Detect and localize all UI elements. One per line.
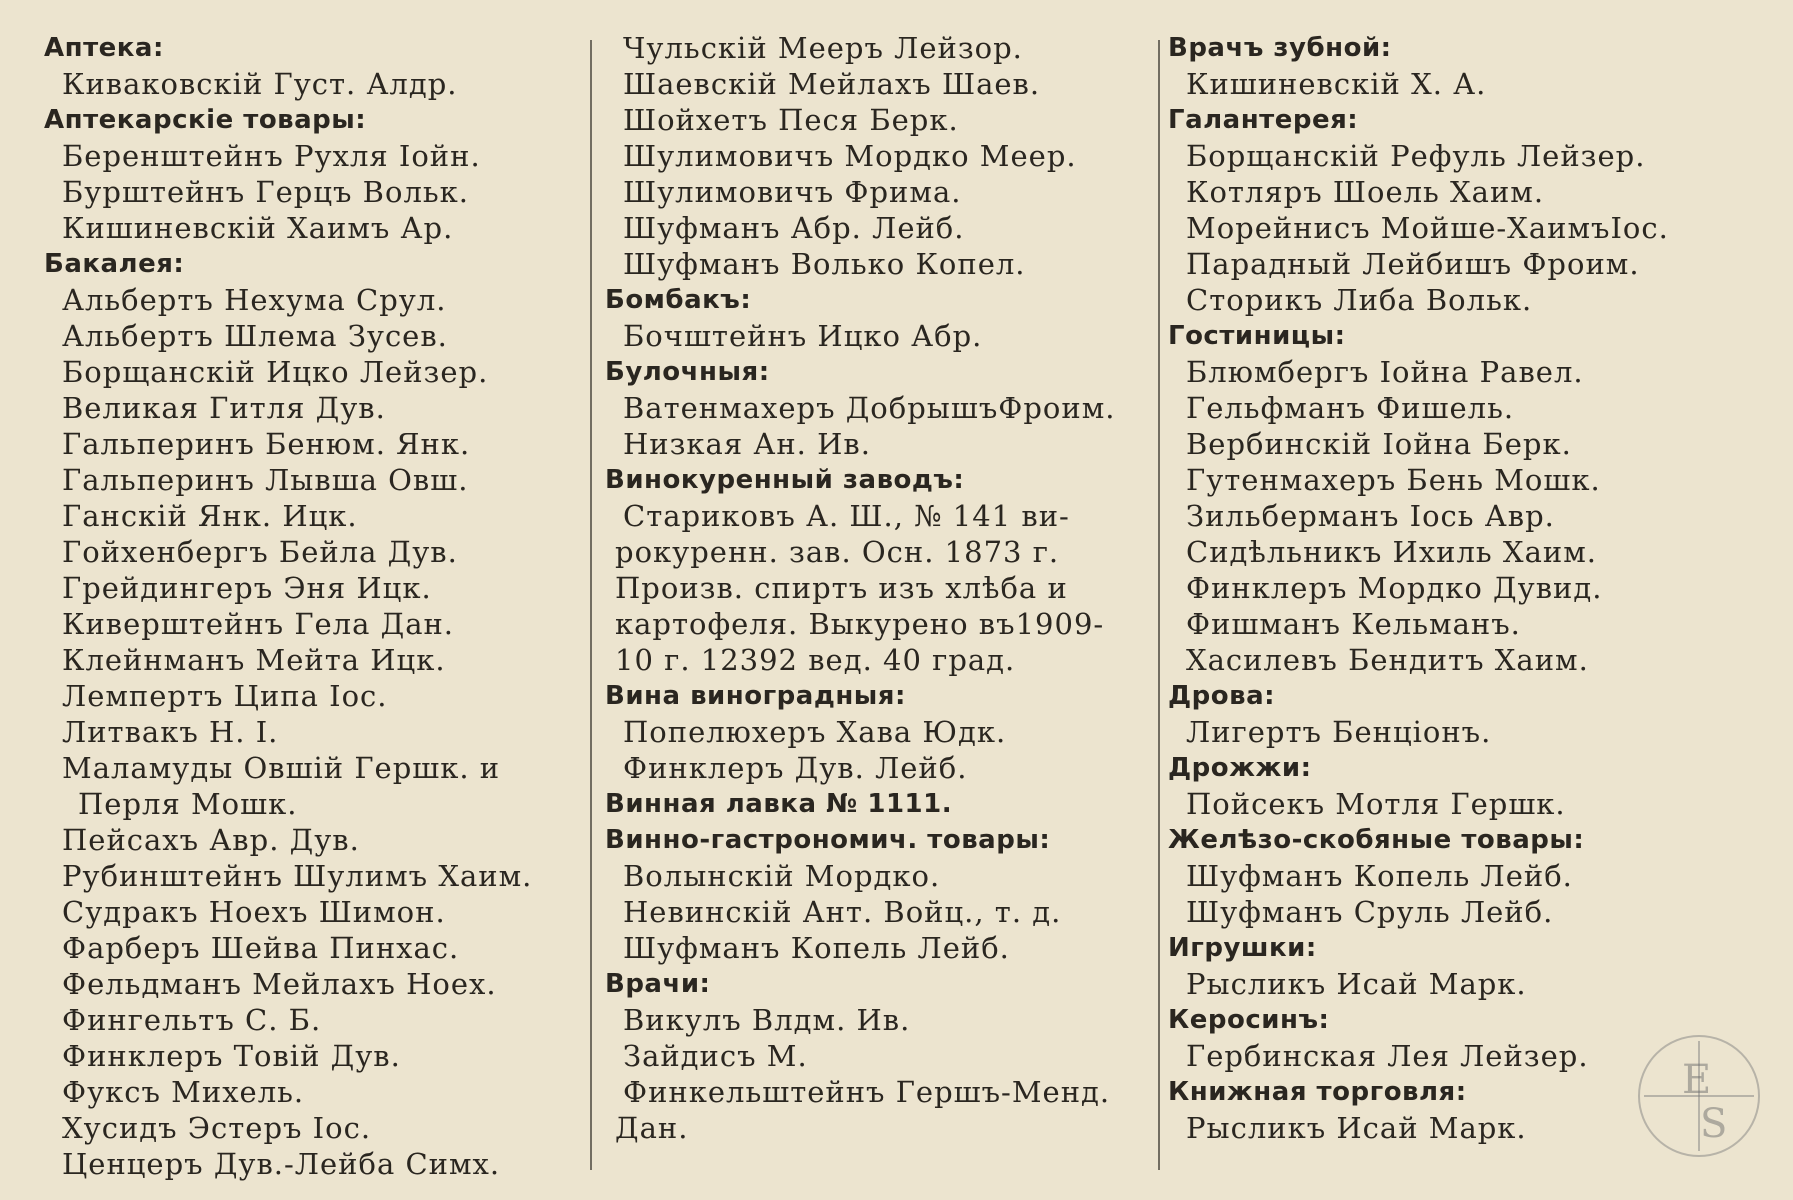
list-item: Ватенмахеръ ДобрышъФроим. — [623, 391, 1116, 425]
list-item: Шуфманъ Сруль Лейб. — [1186, 895, 1554, 929]
list-item: Морейнисъ Мойше-ХаимъІос. — [1186, 211, 1669, 245]
section-heading: Книжная торговля: — [1168, 1077, 1467, 1107]
section-heading: Керосинъ: — [1168, 1005, 1330, 1035]
list-item: Волынскій Мордко. — [623, 859, 941, 893]
list-item: Чульскій Мееръ Лейзор. — [623, 31, 1023, 65]
list-item: Грейдингеръ Эня Ицк. — [62, 571, 432, 605]
column-1 — [44, 30, 589, 1182]
section-heading: Бакалея: — [44, 249, 185, 279]
list-item: Альбертъ Нехума Срул. — [62, 283, 447, 317]
section-heading: Дрожжи: — [1168, 753, 1312, 783]
list-item: Бочштейнъ Ицко Абр. — [623, 319, 983, 353]
section-heading: Бомбакъ: — [605, 285, 752, 315]
list-item: Сторикъ Либа Вольк. — [1186, 283, 1533, 317]
list-item: Кишиневскій Х. А. — [1186, 67, 1487, 101]
list-item: Альбертъ Шлема Зусев. — [62, 319, 448, 353]
list-item: Блюмбергъ Іойна Равел. — [1186, 355, 1584, 389]
list-item: Шаевскій Мейлахъ Шаев. — [623, 67, 1041, 101]
list-item: Кишиневскій Хаимъ Ар. — [62, 211, 454, 245]
section-heading: Желѣзо-скобяные товары: — [1168, 825, 1585, 855]
section-heading: Винокуренный заводъ: — [605, 465, 965, 495]
list-item: Гутенмахеръ Бень Мошк. — [1186, 463, 1601, 497]
list-item: Фуксъ Михель. — [62, 1075, 305, 1109]
section-heading: Винно-гастрономич. товары: — [605, 825, 1051, 855]
list-item: Парадный Лейбишъ Фроим. — [1186, 247, 1640, 281]
section-heading: Дрова: — [1168, 681, 1276, 711]
list-item: Рысликъ Исай Марк. — [1186, 967, 1527, 1001]
list-item: Гербинская Лея Лейзер. — [1186, 1039, 1589, 1073]
list-item: Фингельтъ С. Б. — [62, 1003, 322, 1037]
list-item: Ценцеръ Дув.-Лейба Симх. — [62, 1147, 501, 1181]
list-item: Гойхенбергъ Бейла Дув. — [62, 535, 458, 569]
section-heading: Галантерея: — [1168, 105, 1359, 135]
section-heading: Гостиницы: — [1168, 321, 1346, 351]
list-item: Шулимовичъ Фрима. — [623, 175, 962, 209]
svg-text:E: E — [1682, 1057, 1712, 1103]
list-item: Великая Гитля Дув. — [62, 391, 386, 425]
list-item-continuation: картофеля. Выкурено въ1909- — [615, 607, 1105, 641]
list-item: Рысликъ Исай Марк. — [1186, 1111, 1527, 1145]
list-item: Низкая Ан. Ив. — [623, 427, 871, 461]
list-item: Сидѣльникъ Ихиль Хаим. — [1186, 535, 1597, 569]
list-item: Ганскій Янк. Ицк. — [62, 499, 358, 533]
list-item-continuation: Произв. спиртъ изъ хлѣба и — [615, 571, 1068, 605]
list-item: Литвакъ Н. І. — [62, 715, 279, 749]
section-heading: Аптекарскіе товары: — [44, 105, 367, 135]
list-item: Лемпертъ Ципа Іос. — [62, 679, 388, 713]
section-heading: Аптека: — [44, 33, 164, 63]
list-item: Фарберъ Шейва Пинхас. — [62, 931, 460, 965]
list-item: Невинскій Ант. Войц., т. д. — [623, 895, 1062, 929]
column-divider — [590, 40, 592, 1170]
list-item: Попелюхеръ Хава Юдк. — [623, 715, 1007, 749]
list-item: Киверштейнъ Гела Дан. — [62, 607, 455, 641]
list-item: Борщанскій Ицко Лейзер. — [62, 355, 489, 389]
list-item: Шулимовичъ Мордко Меер. — [623, 139, 1077, 173]
list-item: Рубинштейнъ Шулимъ Хаим. — [62, 859, 533, 893]
list-item: Шуфманъ Волько Копел. — [623, 247, 1026, 281]
list-item: Зайдисъ М. — [623, 1039, 808, 1073]
watermark-stamp — [1638, 1035, 1760, 1157]
list-item: Шуфманъ Копель Лейб. — [1186, 859, 1573, 893]
list-item: Финкельштейнъ Гершъ-Менд. — [623, 1075, 1111, 1109]
section-heading: Игрушки: — [1168, 933, 1317, 963]
list-item: Хусидъ Эстеръ Іос. — [62, 1111, 372, 1145]
list-item: Шуфманъ Копель Лейб. — [623, 931, 1010, 965]
list-item: Гальперинъ Бенюм. Янк. — [62, 427, 471, 461]
watermark-crosshair-icon — [1640, 1037, 1758, 1155]
list-item: Вербинскій Іойна Берк. — [1186, 427, 1572, 461]
list-item: Лигертъ Бенціонъ. — [1186, 715, 1492, 749]
list-item: Финклеръ Дув. Лейб. — [623, 751, 968, 785]
list-item: Киваковскій Густ. Алдр. — [62, 67, 458, 101]
section-heading: Врачъ зубной: — [1168, 33, 1392, 63]
section-heading: Врачи: — [605, 969, 711, 999]
list-item: Борщанскій Рефуль Лейзер. — [1186, 139, 1646, 173]
list-item: Пейсахъ Авр. Дув. — [62, 823, 360, 857]
column-2 — [605, 30, 1165, 1146]
section-heading: Винная лавка № 1111. — [605, 789, 953, 819]
list-item-continuation: Дан. — [615, 1111, 689, 1145]
list-item: Беренштейнъ Рухля Іойн. — [62, 139, 481, 173]
list-item: Финклеръ Мордко Дувид. — [1186, 571, 1603, 605]
list-item: Хасилевъ Бендитъ Хаим. — [1186, 643, 1589, 677]
list-item: Котляръ Шоель Хаим. — [1186, 175, 1545, 209]
list-item: Шуфманъ Абр. Лейб. — [623, 211, 965, 245]
list-item: Викулъ Влдм. Ив. — [623, 1003, 911, 1037]
list-item-continuation: рокуренн. зав. Осн. 1873 г. — [615, 535, 1060, 569]
section-heading: Вина виноградныя: — [605, 681, 906, 711]
svg-text:S: S — [1700, 1101, 1728, 1147]
list-item: Стариковъ А. Ш., № 141 ви- — [623, 499, 1070, 533]
list-item: Маламуды Овшій Гершк. и — [62, 751, 501, 785]
list-item: Финклеръ Товій Дув. — [62, 1039, 401, 1073]
list-item: Фишманъ Кельманъ. — [1186, 607, 1521, 641]
list-item-continuation: Перля Мошк. — [78, 787, 298, 821]
list-item-continuation: 10 г. 12392 вед. 40 град. — [615, 643, 1016, 677]
column-3 — [1168, 30, 1768, 1146]
list-item: Судракъ Ноехъ Шимон. — [62, 895, 446, 929]
list-item: Пойсекъ Мотля Гершк. — [1186, 787, 1566, 821]
list-item: Фельдманъ Мейлахъ Ноех. — [62, 967, 497, 1001]
list-item: Гельфманъ Фишель. — [1186, 391, 1515, 425]
list-item: Клейнманъ Мейта Ицк. — [62, 643, 446, 677]
section-heading: Булочныя: — [605, 357, 770, 387]
list-item: Шойхетъ Песя Берк. — [623, 103, 959, 137]
list-item: Гальперинъ Лывша Овш. — [62, 463, 469, 497]
list-item: Бурштейнъ Герцъ Вольк. — [62, 175, 470, 209]
list-item: Зильберманъ Іось Авр. — [1186, 499, 1555, 533]
